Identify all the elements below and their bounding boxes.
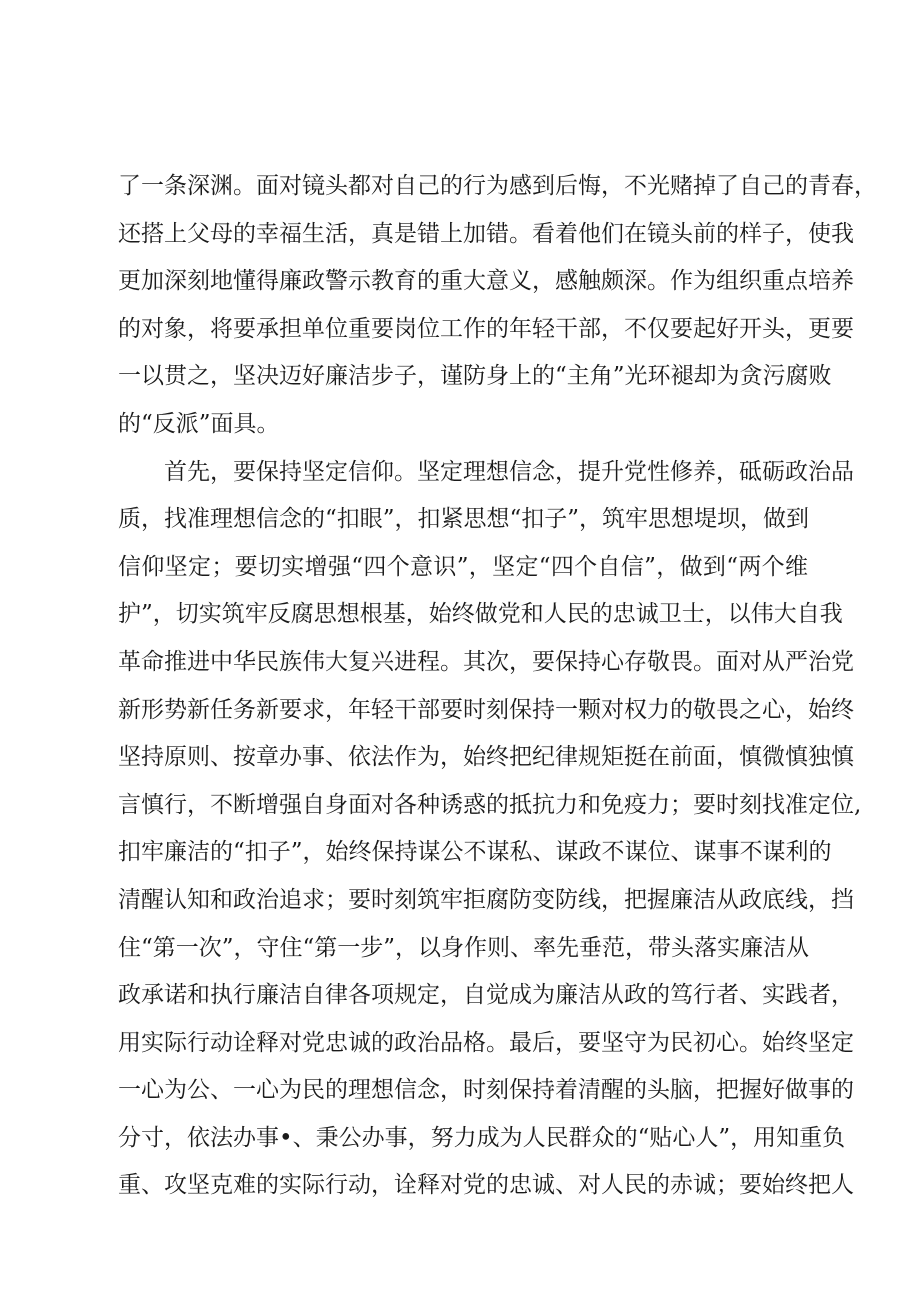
text-line: 了一条深渊。面对镜头都对自己的行为感到后悔，不光赌掉了自己的青春，: [118, 173, 877, 199]
text-line: 清醒认知和政治追求；要时刻筑牢拒腐防变防线，把握廉洁从政底线，挡: [118, 886, 854, 913]
text-line: 一以贯之，坚决迈好廉洁步子，谨防身上的“主角”光环褪却为贪污腐败: [118, 363, 832, 390]
text-line: 新形势新任务新要求，年轻干部要时刻保持一颗对权力的敬畏之心，始终: [118, 696, 854, 723]
text-line: 的“反派”面具。: [118, 410, 280, 437]
text-line: 扣牢廉洁的“扣子”，始终保持谋公不谋私、谋政不谋位、谋事不谋利的: [118, 839, 832, 866]
text-line: 政承诺和执行廉洁自律各项规定，自觉成为廉洁从政的笃行者、实践者，: [118, 982, 854, 1009]
text-line: 分寸，依法办事•、秉公办事，努力成为人民群众的“贴心人”，用知重负: [118, 1124, 846, 1151]
text-line: 重、攻坚克难的实际行动，诠释对党的忠诚、对人民的赤诚；要始终把人: [118, 1172, 854, 1199]
text-line: 还搭上父母的幸福生活，真是错上加错。看着他们在镜头前的样子，使我: [118, 220, 854, 247]
text-line: 更加深刻地懂得廉政警示教育的重大意义，感触颇深。作为组织重点培养: [118, 268, 854, 295]
text-line: 言慎行，不断增强自身面对各种诱惑的抵抗力和免疫力；要时刻找准定位,: [118, 791, 862, 818]
text-line: 革命推进中华民族伟大复兴进程。其次，要保持心存敬畏。面对从严治党: [118, 648, 854, 675]
text-line: 首先，要保持坚定信仰。坚定理想信念，提升党性修养，砥砺政治品: [164, 458, 854, 485]
text-line: 一心为公、一心为民的理想信念，时刻保持着清醒的头脑，把握好做事的: [118, 1077, 854, 1104]
text-line: 的对象，将要承担单位重要岗位工作的年轻干部，不仅要起好开头，更要: [118, 315, 854, 342]
body-text: [118, 163, 877, 1210]
text-line: 护”，切实筑牢反腐思想根基，始终做党和人民的忠诚卫士，以伟大自我: [118, 601, 843, 628]
text-line: 信仰坚定；要切实增强“四个意识”，坚定“四个自信”，做到“两个维: [118, 553, 808, 580]
text-line: 质，找准理想信念的“扣眼”，扣紧思想“扣子”，筑牢思想堤坝，做到: [118, 506, 810, 533]
text-line: 坚持原则、按章办事、依法作为，始终把纪律规矩挺在前面，慎微慎独慎: [118, 744, 854, 771]
text-line: 用实际行动诠释对党忠诚的政治品格。最后，要坚守为民初心。始终坚定: [118, 1029, 854, 1056]
text-line: 住“第一次”，守住“第一步”，以身作则、率先垂范，带头落实廉洁从: [118, 934, 810, 961]
